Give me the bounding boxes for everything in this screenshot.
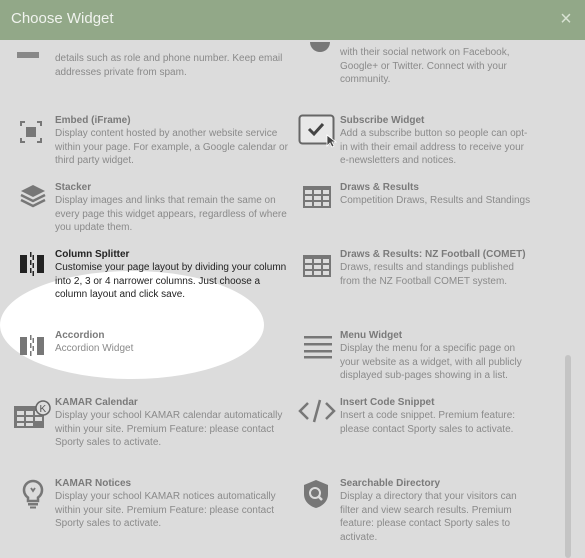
widget-name: Subscribe Widget xyxy=(340,115,425,126)
search-shield-icon xyxy=(302,479,332,509)
checkbox-icon xyxy=(298,114,328,144)
widget-name: Stacker xyxy=(55,182,92,193)
widget-list[interactable] xyxy=(0,40,585,558)
widget-name: KAMAR Notices xyxy=(55,478,132,489)
widget-name: Menu Widget xyxy=(340,330,403,341)
scrollbar-thumb[interactable] xyxy=(565,355,571,558)
widget-embed[interactable] xyxy=(55,114,295,168)
modal-title: Choose Widget xyxy=(11,10,114,27)
widget-contacts[interactable] xyxy=(55,52,295,79)
widget-desc: Display your school KAMAR calendar automatically within your site. Premium Feature: please contact Sporty sales to activate. xyxy=(55,410,283,448)
widget-name: Embed (iFrame) xyxy=(55,115,131,126)
widget-name: Insert Code Snippet xyxy=(340,397,435,408)
code-icon xyxy=(298,398,328,428)
widget-desc: Add a subscribe button so people can opt-in with their email address to receive your e-newsletters and notices. xyxy=(340,128,528,166)
widget-draws[interactable] xyxy=(340,181,540,208)
widget-desc: Competition Draws, Results and Standings xyxy=(340,195,531,206)
calendar-k-icon xyxy=(13,400,47,430)
widget-column-splitter[interactable] xyxy=(55,248,295,302)
accordion-icon xyxy=(19,335,49,365)
close-icon[interactable]: × xyxy=(560,8,572,30)
widget-desc: Display a directory that your visitors can filter and view search results. Premium feature: please contact Sporty sales to activate. xyxy=(340,491,517,543)
widget-desc: Display the menu for a specific page on your website as a widget, with all publicly displayed sub-pages showing in a list. xyxy=(340,343,522,381)
table-icon xyxy=(302,254,332,284)
widget-desc: Customise your page layout by dividing your column into 2, 3 or 4 narrower columns. Just choose a column layout and click save. xyxy=(55,262,287,300)
svg-text:K: K xyxy=(39,404,47,415)
widget-name: Draws & Results xyxy=(340,182,419,193)
widget-desc: Display content hosted by another website service within your page. For example, a Google calendar or third party widget. xyxy=(55,128,288,166)
widget-kamar-calendar[interactable] xyxy=(39,396,295,450)
widget-searchable-directory[interactable] xyxy=(340,477,535,544)
widget-stacker[interactable] xyxy=(55,181,295,235)
widget-menu[interactable] xyxy=(340,329,535,383)
embed-icon xyxy=(19,120,49,150)
modal-header xyxy=(0,0,585,40)
widget-name: Column Splitter xyxy=(55,249,130,260)
column-split-icon xyxy=(19,252,49,282)
widget-desc: Insert a code snippet. Premium feature: please contact Sporty sales to activate. xyxy=(340,410,516,435)
widget-name: Searchable Directory xyxy=(340,478,441,489)
widget-subscribe[interactable] xyxy=(340,114,535,168)
widget-code-snippet[interactable] xyxy=(340,396,535,436)
widget-desc: with their social network on Facebook, Google+ or Twitter. Connect with your community. xyxy=(340,47,510,85)
widget-desc: details such as role and phone number. Keep email addresses private from spam. xyxy=(55,53,283,78)
lightbulb-icon xyxy=(21,479,51,509)
widget-kamar-notices[interactable] xyxy=(55,477,295,531)
menu-lines-icon xyxy=(304,335,334,365)
layers-icon xyxy=(19,183,49,213)
widget-name: Draws & Results: NZ Football (COMET) xyxy=(340,249,526,260)
table-icon xyxy=(302,185,332,215)
widget-accordion[interactable] xyxy=(55,329,295,356)
widget-desc: Display images and links that remain the same on every page this widget appears, regardless of where you update them. xyxy=(55,195,287,233)
widget-name: Accordion xyxy=(55,330,105,341)
widget-desc: Accordion Widget xyxy=(55,343,134,354)
widget-draws-nz-football[interactable] xyxy=(340,248,535,288)
widget-social[interactable] xyxy=(340,46,535,87)
widget-desc: Draws, results and standings published from the NZ Football COMET system. xyxy=(340,262,514,287)
widget-desc: Display your school KAMAR notices automatically within your site. Premium Feature: please contact Sporty sales to activate. xyxy=(55,491,276,529)
share-icon xyxy=(308,42,338,72)
contact-icon xyxy=(17,52,47,82)
widget-name: KAMAR Calendar xyxy=(55,397,138,408)
